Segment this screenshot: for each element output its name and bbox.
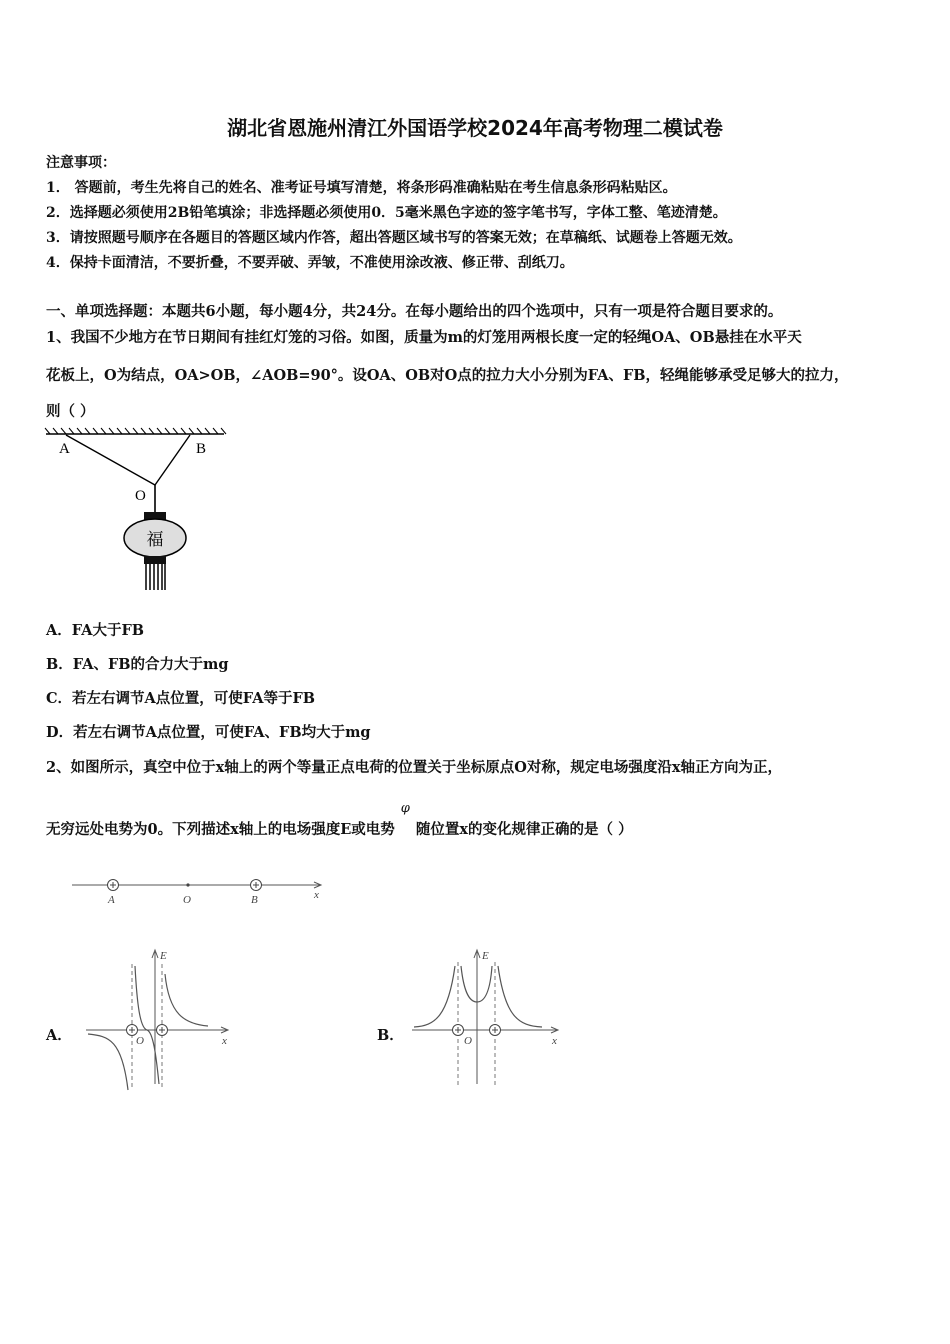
graph-a bbox=[84, 944, 234, 1092]
graph-a-label-e: E bbox=[160, 950, 167, 962]
notice-heading: 注意事项： bbox=[46, 155, 116, 171]
question-2-text-b: 随位置x的变化规律正确的是（ ） bbox=[415, 821, 633, 838]
graph-a-label-o: O bbox=[136, 1035, 144, 1047]
label-o: O bbox=[135, 488, 146, 504]
option-a[interactable]: A．FA大于FB bbox=[46, 622, 144, 639]
graph-b-label-e: E bbox=[482, 950, 489, 962]
question-2-line-1: 2、如图所示，真空中位于x轴上的两个等量正点电荷的位置关于坐标原点O对称，规定电场强度沿x轴正方向为正， bbox=[46, 759, 783, 776]
graph-b bbox=[410, 944, 565, 1089]
notice-item: 4．保持卡面清洁，不要折叠，不要弄破、弄皱，不准使用涂改液、修正带、刮纸刀。 bbox=[46, 255, 574, 271]
label-b: B bbox=[196, 441, 207, 457]
axis-label-x: x bbox=[314, 889, 319, 901]
question-1-line-1: 1、我国不少地方在节日期间有挂红灯笼的习俗。如图，质量为m的灯笼用两根长度一定的轻绳OA、OB悬挂在水平天 bbox=[46, 329, 802, 346]
notice-item: 3．请按照题号顺序在各题目的答题区域内作答，超出答题区域书写的答案无效；在草稿纸、试题卷上答题无效。 bbox=[46, 230, 742, 246]
question-2-text-a: 无穷远处电势为0。下列描述x轴上的电场强度E或电势 bbox=[46, 821, 395, 838]
label-a: A bbox=[59, 441, 70, 457]
option-a-graph-label[interactable]: A． bbox=[46, 1027, 72, 1044]
axis-label-b: B bbox=[251, 894, 258, 906]
charge-left bbox=[453, 1025, 464, 1036]
question-1-line-2: 花板上，O为结点，OA>OB，∠AOB=90°。设OA、OB对O点的拉力大小分别为FA、FB，轻绳能够承受足够大的拉力， bbox=[46, 367, 849, 384]
question-2-line-2 bbox=[46, 801, 633, 839]
option-b-graph-label[interactable]: B． bbox=[377, 1027, 404, 1044]
charge-right bbox=[490, 1025, 501, 1036]
option-c[interactable]: C．若左右调节A点位置，可使FA等于FB bbox=[46, 690, 316, 707]
charge-axis-figure bbox=[70, 874, 330, 906]
option-b[interactable]: B．FA、FB的合力大于mg bbox=[46, 656, 229, 673]
notice-item: 2．选择题必须使用2B铅笔填涂；非选择题必须使用0．5毫米黑色字迹的签字笔书写，字体工整、笔迹清楚。 bbox=[46, 205, 727, 221]
lantern-character: 福 bbox=[146, 530, 164, 550]
axis-label-a: A bbox=[108, 894, 115, 906]
graph-b-label-x: x bbox=[552, 1035, 557, 1047]
charge-b bbox=[251, 880, 262, 891]
field-curve bbox=[88, 1034, 128, 1090]
section-heading: 一、单项选择题：本题共6小题，每小题4分，共24分。在每小题给出的四个选项中，只有一项是符合题目要求的。 bbox=[46, 303, 783, 320]
origin-point bbox=[186, 883, 189, 886]
rope-oa bbox=[66, 435, 155, 485]
notice-item: 1． 答题前，考生先将自己的姓名、准考证号填写清楚，将条形码准确粘贴在考生信息条形码粘贴区。 bbox=[46, 180, 677, 196]
lantern-figure bbox=[44, 428, 229, 593]
option-d[interactable]: D．若左右调节A点位置，可使FA、FB均大于mg bbox=[46, 724, 371, 741]
charge-a bbox=[108, 880, 119, 891]
rope-ob bbox=[155, 435, 190, 485]
phi-symbol: φ bbox=[400, 801, 410, 816]
graph-a-label-x: x bbox=[222, 1035, 227, 1047]
potential-curve bbox=[498, 966, 542, 1027]
potential-curve bbox=[414, 966, 455, 1027]
page-title: 湖北省恩施州清江外国语学校2024年高考物理二模试卷 bbox=[227, 116, 723, 140]
graph-b-label-o: O bbox=[464, 1035, 472, 1047]
charge-right bbox=[157, 1025, 168, 1036]
axis-label-o: O bbox=[183, 894, 191, 906]
question-1-line-3: 则（ ） bbox=[46, 403, 95, 420]
charge-left bbox=[127, 1025, 138, 1036]
field-curve bbox=[165, 974, 208, 1026]
